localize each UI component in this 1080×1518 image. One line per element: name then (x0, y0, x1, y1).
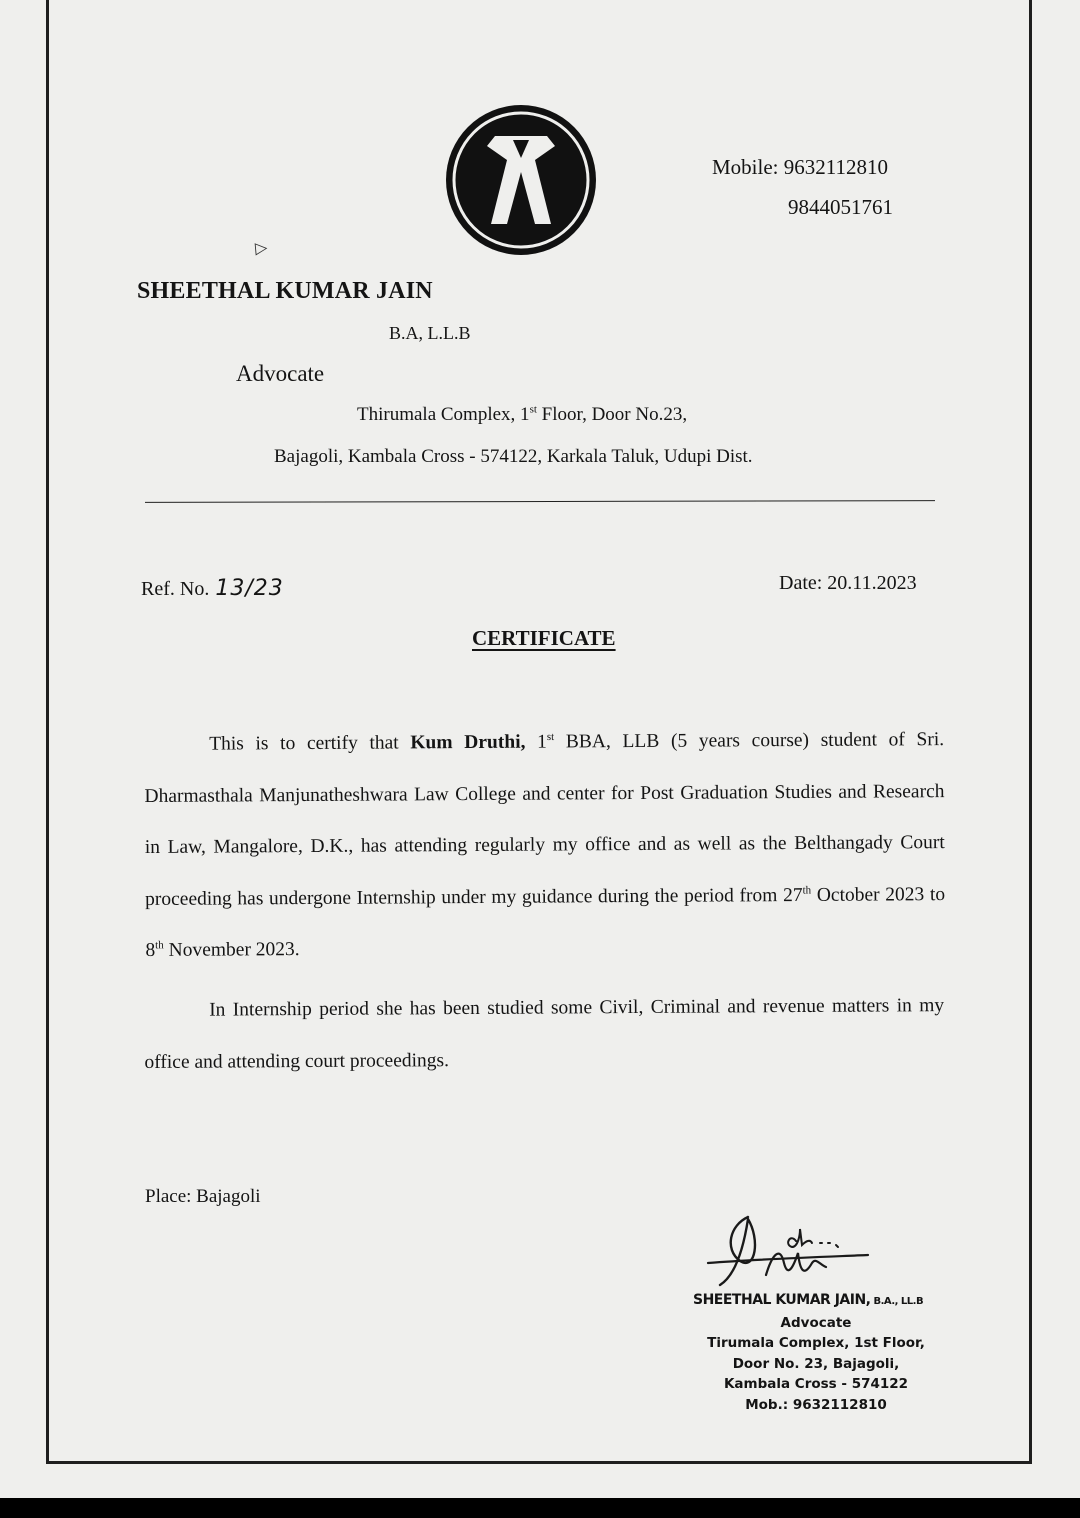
student-name: Kum Druthi, (410, 731, 526, 754)
pen-mark: ▷ (254, 239, 269, 258)
stamp-role: Advocate (780, 1314, 852, 1331)
address-line-1: Thirumala Complex, 1st Floor, Door No.23, (357, 403, 688, 425)
certificate-title: CERTIFICATE (472, 626, 616, 650)
handwritten-ref-value: 13/23 (215, 576, 284, 601)
certificate-date: Date: 20.11.2023 (779, 572, 917, 594)
stamp-name: SHEETHAL KUMAR JAIN, B.A., LL.B (693, 1292, 924, 1308)
advocate-qualifications: B.A, L.L.B (389, 323, 471, 343)
mobile-number-secondary: 9844051761 (788, 195, 893, 219)
stamp-address-line-3: Kambala Cross - 574122 (723, 1376, 909, 1392)
stamp-address-line-1: Tirumala Complex, 1st Floor, (707, 1335, 925, 1351)
reference-number: Ref. No. 13/23 (141, 576, 284, 601)
advocate-stamp (693, 1290, 939, 1415)
certificate-body-paragraph-2: In Internship period she has been studied some Civil, Criminal and revenue matters in my office and attending court proceedings. (144, 995, 945, 1073)
advocate-emblem-icon (443, 102, 599, 258)
handwritten-signature (700, 1205, 880, 1290)
place-label: Place: Bajagoli (145, 1186, 261, 1207)
bottom-black-bar (0, 1498, 1080, 1518)
advocate-name: SHEETHAL KUMAR JAIN (137, 278, 433, 304)
address-line-2: Bajagoli, Kambala Cross - 574122, Karkala Taluk, Udupi Dist. (274, 446, 753, 467)
mobile-number-primary: Mobile: 9632112810 (712, 155, 888, 179)
stamp-mobile: Mob.: 9632112810 (745, 1396, 887, 1413)
stamp-address-line-2: Door No. 23, Bajagoli, (732, 1355, 900, 1372)
advocate-role: Advocate (236, 361, 325, 386)
certificate-body-paragraph-1: This is to certify that Kum Druthi, 1st BBA, LLB (5 years course) student of Sri. Dharmasthala Manjunatheshwara Law College and center for Post Graduation Studies and Research in Law, Mangalore, D.K., has attending regularly my office and as well as the Belthangady Court proceeding has undergone Internship under my guidance during the period from 27th October 2023 to 8th November 2023. (144, 729, 946, 961)
